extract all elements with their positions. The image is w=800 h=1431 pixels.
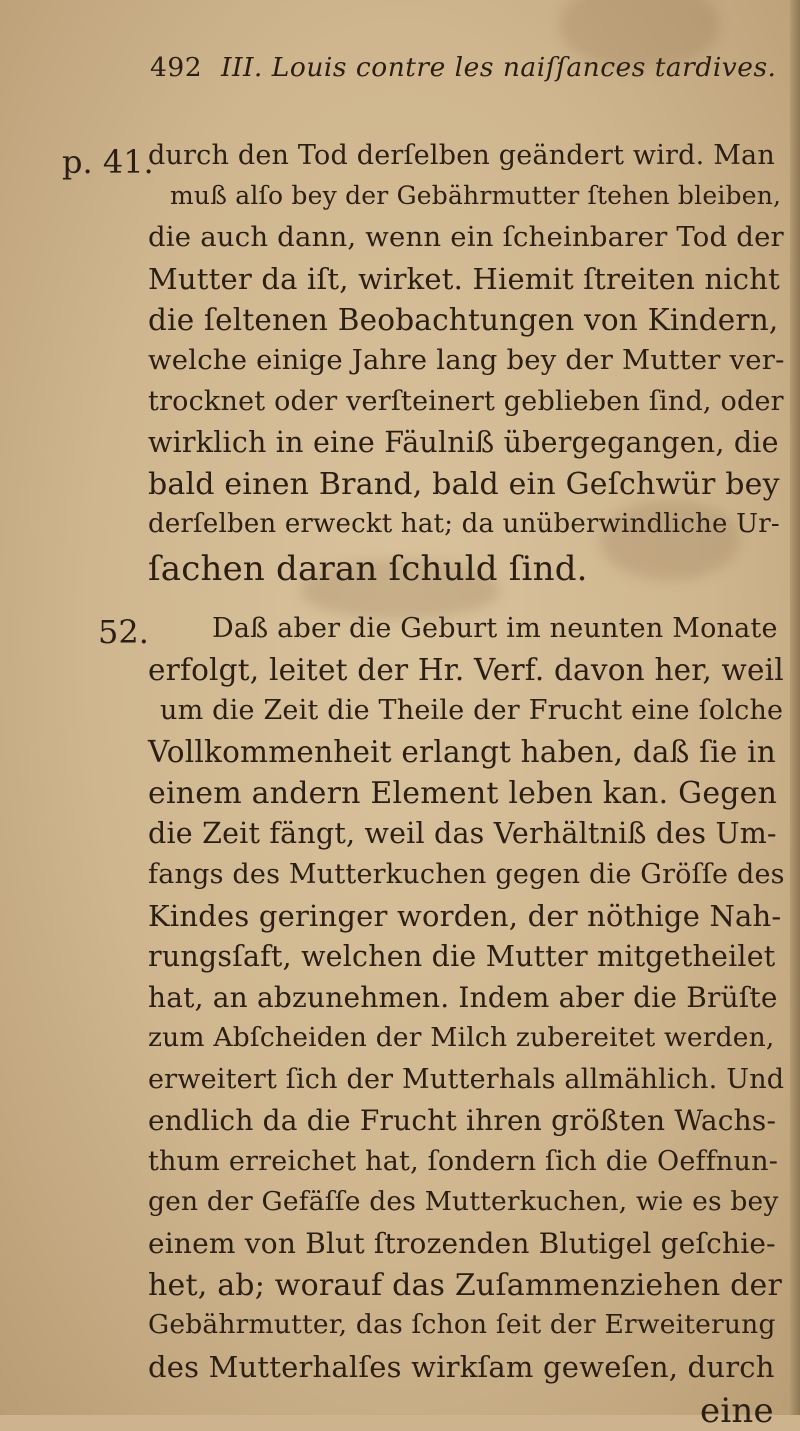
text-line: Mutter da iſt, wirket. Hiemit ſtreiten nicht [148,262,780,296]
text-line: thum erreichet hat, ſondern ſich die Oeffnun- [148,1146,779,1177]
text-line: des Mutterhalſes wirkſam geweſen, durch [148,1350,775,1384]
text-line: um die Zeit die Theile der Frucht eine ſolche [160,695,784,726]
text-line: einem andern Element leben kan. Gegen [148,776,778,811]
text-line: durch den Tod derſelben geändert wird. Man [148,140,775,171]
text-line: die Zeit fängt, weil das Verhältniß des Um- [148,817,777,850]
text-line: die ſeltenen Beobachtungen von Kindern, [148,303,779,337]
text-line: rungsſaft, welchen die Mutter mitgetheilet [148,940,776,973]
text-line: welche einige Jahre lang bey der Mutter ver- [148,344,785,376]
text-line: bald einen Brand, bald ein Geſchwür bey [148,467,780,502]
running-title: III. Louis contre les naiſſances tardives. [221,52,777,83]
text-line: erfolgt, leitet der Hr. Verf. davon her, weil [148,653,784,687]
text-line: endlich da die Frucht ihren größten Wachs- [148,1104,777,1137]
text-line: ſachen daran ſchuld ſind. [148,549,588,589]
section-number: 52. [98,613,149,651]
text-line: trocknet oder verſteinert geblieben ſind, oder [148,386,784,417]
text-line: Kindes geringer worden, der nöthige Nah- [148,899,782,933]
text-line: muß alſo bey der Gebährmutter ſtehen bleiben, [170,181,782,210]
text-line: wirklich in eine Fäulniß übergegangen, die [148,426,779,459]
page-number: 492 [150,52,203,83]
text-line: zum Abſcheiden der Milch zubereitet werden, [148,1022,775,1053]
margin-reference: p. 41. [62,143,154,181]
catchword: eine [700,1391,774,1431]
text-line: Vollkommenheit erlangt haben, daß ſie in [148,735,776,769]
text-line: einem von Blut ſtrozenden Blutigel geſchie- [148,1227,776,1260]
text-line: die auch dann, wenn ein ſcheinbarer Tod der [148,221,784,253]
running-header [150,52,776,83]
text-line: Daß aber die Geburt im neunten Monate [212,613,778,644]
text-line: gen der Gefäſſe des Mutterkuchen, wie es bey [148,1186,779,1217]
text-line: derſelben erweckt hat; da unüberwindliche Ur- [148,509,780,539]
text-line: Gebährmutter, das ſchon ſeit der Erweiterung [148,1309,776,1340]
text-line: fangs des Mutterkuchen gegen die Gröſſe des [148,859,785,890]
text-line: het, ab; worauf das Zuſammenziehen der [148,1268,782,1303]
page-edge [790,0,800,1415]
text-line: hat, an abzunehmen. Indem aber die Brüſte [148,981,778,1014]
text-line: erweitert ſich der Mutterhals allmählich. Und [148,1064,785,1095]
